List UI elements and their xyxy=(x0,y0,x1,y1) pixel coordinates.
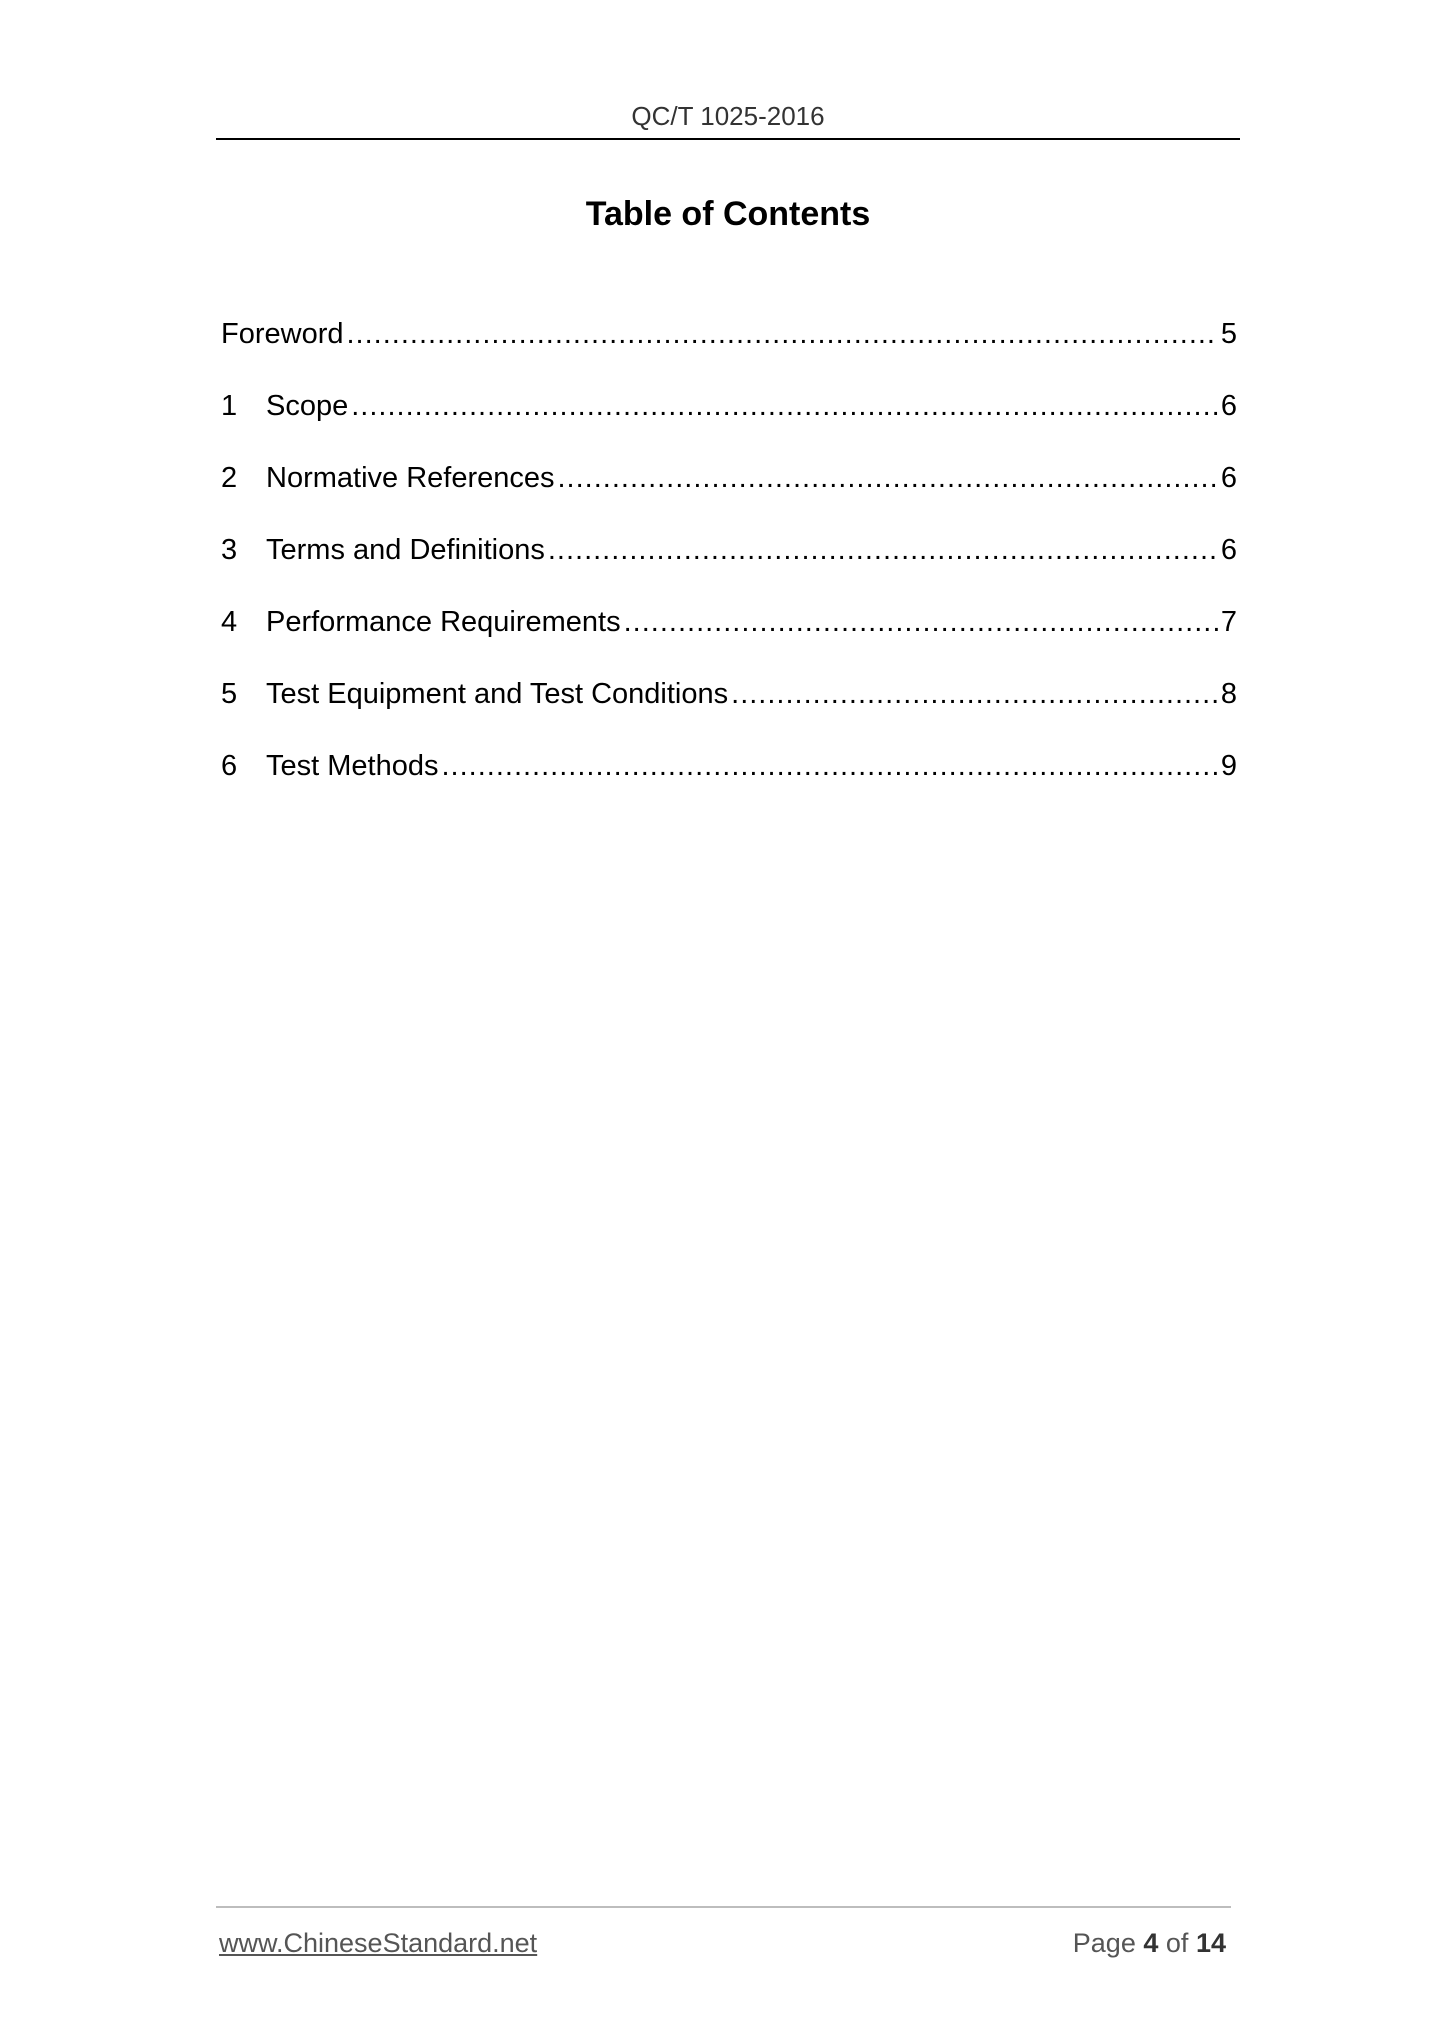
toc-entry-number: 3 xyxy=(221,534,238,566)
toc-entry-performance-requirements[interactable] xyxy=(221,600,1237,672)
toc-entry-page: 6 xyxy=(1220,462,1237,494)
document-code: QC/T 1025-2016 xyxy=(631,101,825,131)
footer-divider xyxy=(216,1906,1231,1908)
dot-leader xyxy=(548,528,1218,572)
toc-entry-page: 8 xyxy=(1220,678,1237,710)
toc-entry-test-equipment[interactable] xyxy=(221,672,1237,744)
page-title: Table of Contents xyxy=(585,195,871,233)
toc-entry-page: 6 xyxy=(1220,534,1237,566)
page-header xyxy=(216,100,1240,140)
of-word: of xyxy=(1165,1928,1189,1958)
toc-entry-number: 6 xyxy=(221,750,238,782)
toc-entry-terms-and-definitions[interactable] xyxy=(221,528,1237,600)
toc-entry-foreword[interactable] xyxy=(221,312,1237,384)
toc-entry-number: 5 xyxy=(221,678,238,710)
toc-entry-page: 6 xyxy=(1220,390,1237,422)
toc-entry-label: Test Equipment and Test Conditions xyxy=(266,678,729,710)
table-of-contents xyxy=(221,312,1237,816)
toc-entry-normative-references[interactable] xyxy=(221,456,1237,528)
toc-entry-test-methods[interactable] xyxy=(221,744,1237,816)
dot-leader xyxy=(558,456,1218,500)
toc-entry-label: Test Methods xyxy=(266,750,439,782)
toc-entry-scope[interactable] xyxy=(221,384,1237,456)
toc-entry-page: 5 xyxy=(1220,318,1237,350)
toc-entry-label: Terms and Definitions xyxy=(266,534,545,566)
dot-leader xyxy=(441,744,1217,788)
toc-entry-label: Scope xyxy=(266,390,349,422)
toc-entry-label: Performance Requirements xyxy=(266,606,621,638)
website-link[interactable]: www.ChineseStandard.net xyxy=(219,1928,538,1958)
current-page-number: 4 xyxy=(1143,1928,1159,1958)
toc-entry-number: 2 xyxy=(221,462,238,494)
dot-leader xyxy=(351,384,1218,428)
dot-leader xyxy=(731,672,1218,716)
toc-entry-label: Normative References xyxy=(266,462,555,494)
toc-entry-page: 7 xyxy=(1220,606,1237,638)
dot-leader xyxy=(624,600,1218,644)
page-indicator xyxy=(1073,1926,1226,1960)
toc-entry-number: 1 xyxy=(221,390,238,422)
toc-entry-number: 4 xyxy=(221,606,238,638)
toc-entry-label: Foreword xyxy=(221,318,344,350)
page-word: Page xyxy=(1072,1928,1136,1958)
dot-leader xyxy=(347,312,1218,356)
total-pages-number: 14 xyxy=(1195,1928,1226,1958)
toc-entry-page: 9 xyxy=(1220,750,1237,782)
